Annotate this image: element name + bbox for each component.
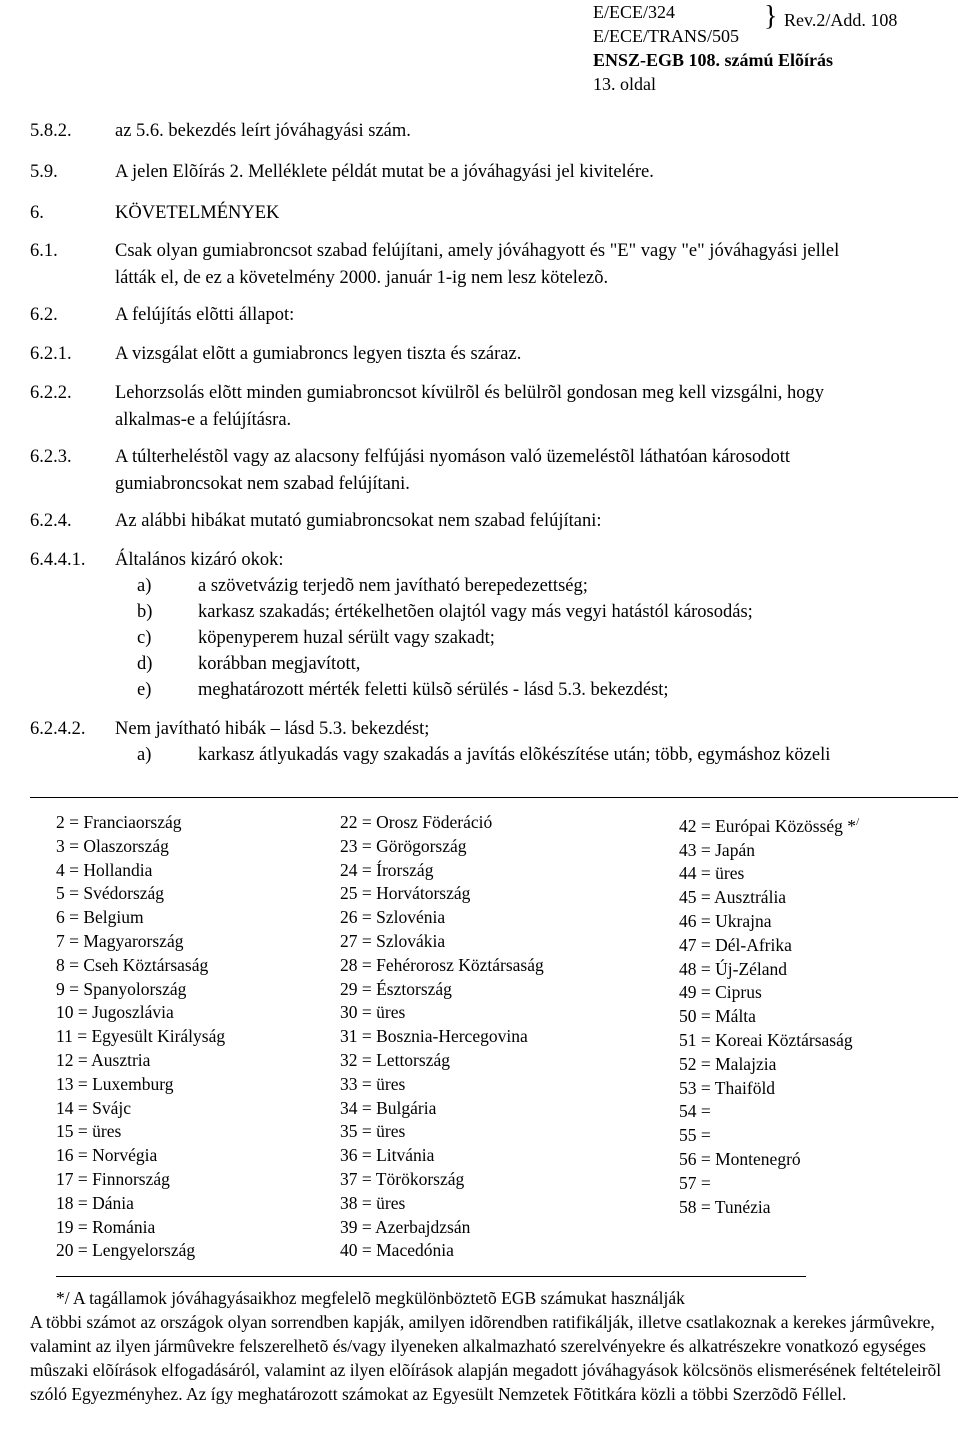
paragraph-text: A felújítás elõtti állapot:: [115, 305, 295, 325]
list-label: a): [137, 576, 152, 596]
list-item: 42 = Európai Közösség */: [679, 815, 860, 836]
footnote-note-separator: [56, 1276, 806, 1277]
paragraph-number: 6.4.4.1.: [30, 550, 86, 570]
list-text: a szövetvázig terjedõ nem javítható berepedezettség;: [198, 576, 588, 596]
paragraph-number: 5.8.2.: [30, 121, 72, 141]
list-item: 38 = üres: [340, 1192, 406, 1213]
list-item: 40 = Macedónia: [340, 1240, 454, 1261]
paragraph-number: 6.2.1.: [30, 344, 72, 364]
footnote-paragraph: A többi számot az országok olyan sorrendben kapják, amilyen idõrendben ratifikálják, illetve csatlakoznak a kerekes jármûvekre, valamint az ilyen jármûvekre felszerelhetõ és/vagy ilyeneken alkalmazható szerelvényekre és alkatrészekre vonatkozó egységes mûszaki elõírások elfogadásáról, valamint az ilyen elõírások alapján megadott jóváhagyások kölcsönös elismerésének feltételeirõl szóló Egyezményhez. Az így meghatározott számokat az Egyesült Nemzetek Fõtitkára közli a többi Szerzõdõ Féllel.: [30, 1312, 942, 1404]
list-item: 36 = Litvánia: [340, 1145, 435, 1166]
paragraph-text: A jelen Elõírás 2. Melléklete példát mutat be a jóváhagyási jel kivitelére.: [115, 162, 654, 182]
list-text: karkasz átlyukadás vagy szakadás a javítás elõkészítése után; több, egymáshoz közeli: [198, 745, 831, 765]
list-item: 3 = Olaszország: [56, 835, 169, 856]
paragraph-text: Az alábbi hibákat mutató gumiabroncsokat nem szabad felújítani:: [115, 511, 602, 531]
list-item: 6 = Belgium: [56, 907, 144, 928]
list-item: 30 = üres: [340, 1002, 406, 1023]
list-item: 5 = Svédország: [56, 883, 165, 904]
list-item: 35 = üres: [340, 1121, 406, 1142]
paragraph-number: 6.2.: [30, 305, 58, 325]
list-item: 58 = Tunézia: [679, 1196, 771, 1217]
paragraph-number: 6.2.3.: [30, 447, 72, 467]
list-item: 18 = Dánia: [56, 1192, 134, 1213]
list-item: 34 = Bulgária: [340, 1097, 437, 1118]
list-item: 22 = Orosz Föderáció: [340, 812, 493, 832]
list-item: 26 = Szlovénia: [340, 907, 446, 928]
revision-label: Rev.2/Add. 108: [784, 10, 898, 30]
paragraph-text-cont: alkalmas-e a felújításra.: [115, 410, 292, 430]
paragraph-text: A túlterheléstõl vagy az alacsony felfújási nyomáson való üzemeléstõl láthatóan károsodott: [115, 447, 791, 467]
paragraph-text: Csak olyan gumiabroncsot szabad felújítani, amely jóváhagyott és "E" vagy "e" jóváhagyási jellel: [115, 241, 840, 261]
paragraph-text-cont: gumiabroncsokat nem szabad felújítani.: [115, 474, 410, 494]
list-item: 52 = Malajzia: [679, 1053, 777, 1074]
list-item: 28 = Fehérorosz Köztársaság: [340, 954, 544, 975]
paragraph-text: Nem javítható hibák – lásd 5.3. bekezdést;: [115, 719, 430, 739]
country-codes-column-2: [340, 811, 544, 1263]
list-text: köpenyperem huzal sérült vagy szakadt;: [198, 628, 495, 648]
list-item: 44 = üres: [679, 863, 745, 884]
list-item: 7 = Magyarország: [56, 930, 184, 951]
list-item: 9 = Spanyolország: [56, 978, 187, 999]
list-item: 25 = Horvátország: [340, 883, 471, 904]
list-item: 14 = Svájc: [56, 1097, 131, 1118]
list-item: 57 =: [679, 1172, 711, 1193]
list-item: 56 = Montenegró: [679, 1148, 801, 1169]
list-item: 54 =: [679, 1101, 711, 1122]
footnote-separator: [30, 797, 958, 798]
paragraph-number: 6.1.: [30, 241, 58, 261]
paragraph-number: 6.2.4.2.: [30, 719, 86, 739]
list-text: meghatározott mérték feletti külsõ sérülés - lásd 5.3. bekezdést;: [198, 680, 669, 700]
list-item: 39 = Azerbajdzsán: [340, 1216, 471, 1237]
list-item: 50 = Málta: [679, 1006, 756, 1027]
list-text: karkasz szakadás; értékelhetõen olajtól vagy más vegyi hatástól károsodás;: [198, 602, 753, 622]
page-number: 13. oldal: [593, 74, 656, 94]
list-item: 13 = Luxemburg: [56, 1073, 174, 1094]
paragraph-number: 6.: [30, 203, 44, 223]
list-item: 12 = Ausztria: [56, 1049, 151, 1070]
list-text: korábban megjavított,: [198, 654, 361, 674]
list-item: 16 = Norvégia: [56, 1145, 158, 1166]
paragraph-number: 5.9.: [30, 162, 58, 182]
list-item: 10 = Jugoszlávia: [56, 1002, 174, 1023]
list-item: 11 = Egyesült Királyság: [56, 1026, 226, 1047]
paragraph-text: A vizsgálat elõtt a gumiabroncs legyen tiszta és száraz.: [115, 344, 522, 364]
list-item: 46 = Ukrajna: [679, 911, 772, 932]
list-item: 48 = Új-Zéland: [679, 958, 788, 979]
list-item: 4 = Hollandia: [56, 859, 153, 880]
doc-symbol-2: E/ECE/TRANS/505: [593, 26, 740, 46]
list-label: e): [137, 680, 152, 700]
paragraph-number: 6.2.4.: [30, 511, 72, 531]
list-item: 15 = üres: [56, 1121, 122, 1142]
paragraph-number: 6.2.2.: [30, 383, 72, 403]
list-item: 2 = Franciaország: [56, 812, 182, 832]
list-item: 49 = Ciprus: [679, 982, 762, 1003]
list-label: c): [137, 628, 152, 648]
list-item: 19 = Románia: [56, 1216, 156, 1237]
country-codes-column-1: [56, 811, 225, 1263]
list-item: 53 = Thaiföld: [679, 1077, 776, 1098]
list-item: 55 =: [679, 1125, 711, 1146]
list-item: 23 = Görögország: [340, 835, 467, 856]
list-item: 51 = Koreai Köztársaság: [679, 1030, 853, 1050]
list-item: 31 = Bosznia-Hercegovina: [340, 1026, 528, 1047]
paragraph-text: Lehorzsolás elõtt minden gumiabroncsot kívülrõl és belülrõl gondosan meg kell vizsgálni, hogy: [115, 383, 825, 403]
doc-symbol-1: E/ECE/324: [593, 2, 675, 22]
list-item: 29 = Észtország: [340, 978, 452, 999]
paragraph-text: az 5.6. bekezdés leírt jóváhagyási szám.: [115, 121, 411, 141]
list-item: 20 = Lengyelország: [56, 1240, 196, 1261]
list-label: d): [137, 654, 153, 674]
list-item: 8 = Cseh Köztársaság: [56, 954, 209, 975]
list-item: 37 = Törökország: [340, 1168, 465, 1189]
list-item: 17 = Finnország: [56, 1168, 170, 1189]
list-item: 43 = Japán: [679, 839, 755, 860]
country-codes-column-3: [679, 811, 859, 1219]
list-item: 27 = Szlovákia: [340, 930, 446, 951]
list-item: 47 = Dél-Afrika: [679, 934, 792, 955]
list-item: 33 = üres: [340, 1073, 406, 1094]
section-title: KÖVETELMÉNYEK: [115, 203, 280, 223]
list-item: 32 = Lettország: [340, 1049, 450, 1070]
paragraph-text: Általános kizáró okok:: [115, 550, 284, 570]
list-item: 24 = Írország: [340, 859, 434, 880]
header-brace: }: [764, 1, 778, 32]
list-item: 45 = Ausztrália: [679, 887, 787, 908]
regulation-title: ENSZ-EGB 108. számú Elõírás: [593, 50, 834, 70]
paragraph-text-cont: látták el, de ez a követelmény 2000. január 1-ig nem lesz kötelezõ.: [115, 268, 609, 288]
list-label: a): [137, 745, 152, 765]
footnote-note: */ A tagállamok jóváhagyásaikhoz megfelelõ megkülönböztetõ EGB számukat használják: [56, 1288, 685, 1308]
footnote-marker: /: [856, 816, 860, 828]
list-label: b): [137, 602, 153, 622]
